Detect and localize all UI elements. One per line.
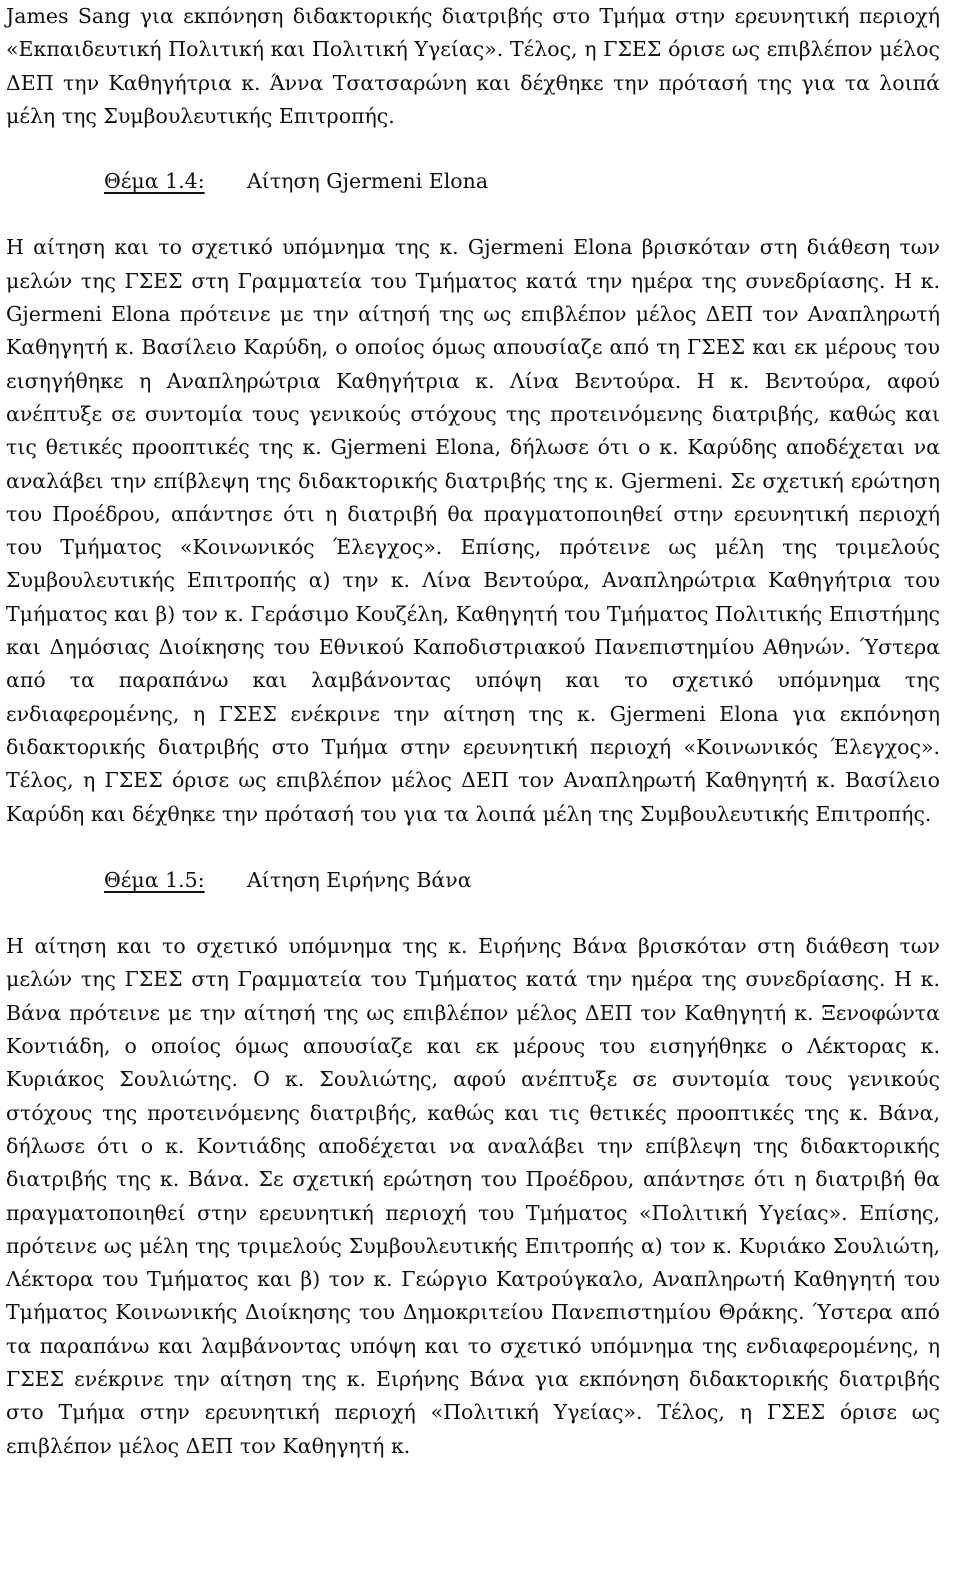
topic-1-4-body: Η αίτηση και το σχετικό υπόμνημα της κ. Gjermeni Elona βρισκόταν στη διάθεση των μελών της ΓΣΕΣ στη Γραμματεία του Τμήματος κατά την ημέρα της συνεδρίασης. Η κ. Gjermeni Elona πρότεινε με την αίτησή της ως επιβλέπον μέλος ΔΕΠ τον Αναπληρωτή Καθηγητή κ. Βασίλειο Καρύδη, ο οποίος όμως απουσίαζε από τη ΓΣΕΣ και εκ μέρους του εισηγήθηκε η Αναπληρώτρια Καθηγήτρια κ. Λίνα Βεντούρα. Η κ. Βεντούρα, αφού ανέπτυξε σε συντομία τους γενικούς στόχους της προτεινόμενης διατριβής, καθώς και τις θετικές προοπτικές της κ. Gjermeni Elona, δήλωσε ότι ο κ. Καρύδης αποδέχεται να αναλάβει την επίβλεψη της διδακτορικής διατριβής της κ. Gjermeni. Σε σχετική ερώτηση του Προέδρου, απάντησε ότι η διατριβή θα πραγματοποιηθεί στην ερευνητική περιοχή του Τμήματος «Κοινωνικός Έλεγχος». Επίσης, πρότεινε ως μέλη της τριμελούς Συμβουλευτικής Επιτροπής α) την κ. Λίνα Βεντούρα, Αναπληρώτρια Καθηγήτρια του Τμήματος και β) τον κ. Γεράσιμο Κουζέλη, Καθηγητή του Τμήματος Πολιτικής Επιστήμης και Δημόσιας Διοίκησης του Εθνικού Καποδιστριακού Πανεπιστημίου Αθηνών. Ύστερα από τα παραπάνω και λαμβάνοντας υπόψη και το σχετικό υπόμνημα της ενδιαφερομένης, η ΓΣΕΣ ενέκρινε την αίτηση της κ. Gjermeni Elona για εκπόνηση διδακτορικής διατριβής στο Τμήμα στην ερευνητική περιοχή «Κοινωνικός Έλεγχος». Τέλος, η ΓΣΕΣ όρισε ως επιβλέπον μέλος ΔΕΠ τον Αναπληρωτή Καθηγητή κ. Βασίλειο Καρύδη και δέχθηκε την πρότασή του για τα λοιπά μέλη της Συμβουλευτικής Επιτροπής. bbox=[6, 235, 940, 826]
document-page bbox=[6, 0, 940, 1463]
topic-1-5-heading bbox=[104, 864, 940, 897]
topic-1-5-body: Η αίτηση και το σχετικό υπόμνημα της κ. Ειρήνης Βάνα βρισκόταν στη διάθεση των μελών της ΓΣΕΣ στη Γραμματεία του Τμήματος κατά την ημέρα της συνεδρίασης. Η κ. Βάνα πρότεινε με την αίτησή της ως επιβλέπον μέλος ΔΕΠ τον Καθηγητή κ. Ξενοφώντα Κοντιάδη, ο οποίος όμως απουσίαζε και εκ μέρους του εισηγήθηκε ο Λέκτορας κ. Κυριάκος Σουλιώτης. Ο κ. Σουλιώτης, αφού ανέπτυξε σε συντομία τους γενικούς στόχους της προτεινόμενης διατριβής, καθώς και τις θετικές προοπτικές της κ. Βάνα, δήλωσε ότι ο κ. Κοντιάδης αποδέχεται να αναλάβει την επίβλεψη της διδακτορικής διατριβής της κ. Βάνα. Σε σχετική ερώτηση του Προέδρου, απάντησε ότι η διατριβή θα πραγματοποιηθεί στην ερευνητική περιοχή του Τμήματος «Πολιτική Υγείας». Επίσης, πρότεινε ως μέλη της τριμελούς Συμβουλευτικής Επιτροπής α) τον κ. Κυριάκο Σουλιώτη, Λέκτορα του Τμήματος και β) τον κ. Γεώργιο Κατρούγκαλο, Αναπληρωτή Καθηγητή του Τμήματος Κοινωνικής Διοίκησης του Δημοκριτείου Πανεπιστημίου Θράκης. Ύστερα από τα παραπάνω και λαμβάνοντας υπόψη και το σχετικό υπόμνημα της ενδιαφερομένης, η ΓΣΕΣ ενέκρινε την αίτηση της κ. Ειρήνης Βάνα για εκπόνηση διδακτορικής διατριβής στο Τμήμα στην ερευνητική περιοχή «Πολιτική Υγείας». Τέλος, η ΓΣΕΣ όρισε ως επιβλέπον μέλος ΔΕΠ τον Καθηγητή κ. bbox=[6, 934, 940, 1458]
topic-1-5-title: Αίτηση Ειρήνης Βάνα bbox=[247, 867, 472, 892]
topic-1-4-number: Θέμα 1.4: bbox=[104, 169, 205, 194]
topic-1-4-heading bbox=[104, 165, 940, 198]
topic-1-4-title: Αίτηση Gjermeni Elona bbox=[247, 169, 489, 194]
topic-1-5-number: Θέμα 1.5: bbox=[104, 867, 205, 892]
intro-paragraph: James Sang για εκπόνηση διδακτορικής διατριβής στο Τμήμα στην ερευνητική περιοχή «Εκπαιδευτική Πολιτική και Πολιτική Υγείας». Τέλος, η ΓΣΕΣ όρισε ως επιβλέπον μέλος ΔΕΠ την Καθηγήτρια κ. Άννα Τσατσαρώνη και δέχθηκε την πρότασή της για τα λοιπά μέλη της Συμβουλευτικής Επιτροπής. bbox=[6, 4, 940, 128]
